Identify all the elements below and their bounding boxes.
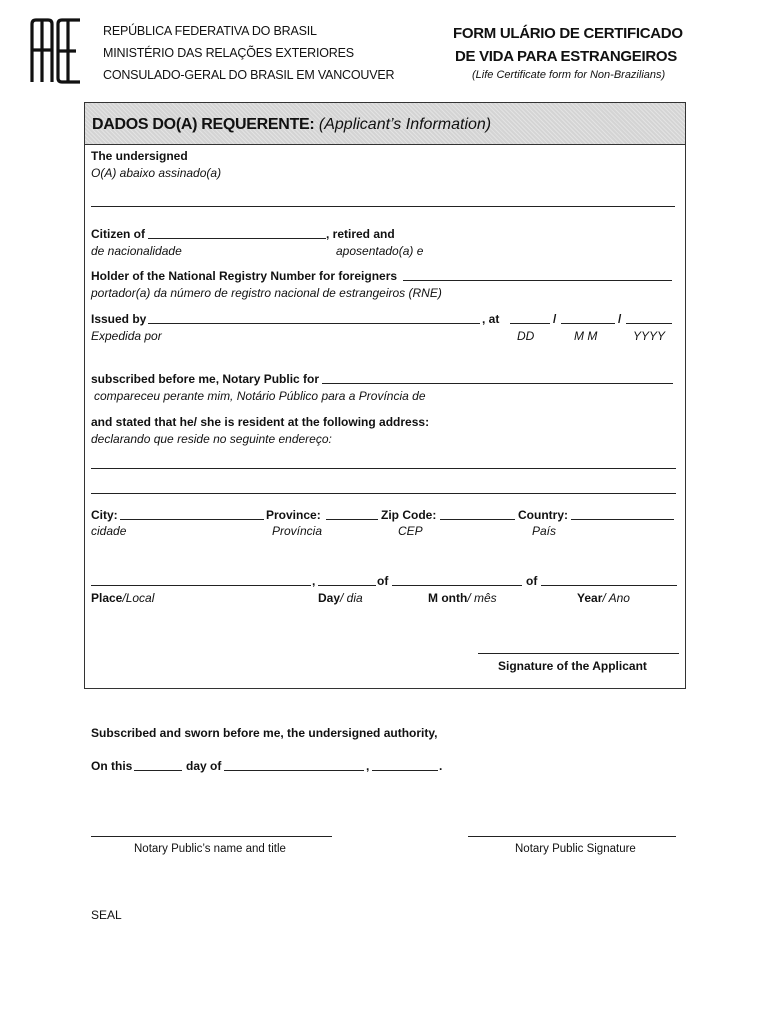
applicant-signature-line[interactable] bbox=[478, 653, 679, 654]
place-date-comma: , bbox=[312, 574, 316, 588]
year-caption-pt: / Ano bbox=[602, 591, 630, 605]
seal-label: SEAL bbox=[91, 908, 122, 922]
country-label: Country: bbox=[518, 508, 568, 522]
month-field-line[interactable] bbox=[392, 585, 522, 586]
day-field-line[interactable] bbox=[318, 585, 376, 586]
holder-label-pt: portador(a) da número de registro nacional de estrangeiros (RNE) bbox=[91, 286, 442, 300]
province-notary-field-line[interactable] bbox=[322, 383, 673, 384]
consulate-logo bbox=[28, 18, 84, 84]
subscribed-label: subscribed before me, Notary Public for bbox=[91, 372, 320, 386]
citizen-label-pt: de nacionalidade bbox=[91, 244, 182, 258]
form-title-line-2: DE VIDA PARA ESTRANGEIROS bbox=[455, 48, 677, 65]
notary-year-field-line[interactable] bbox=[372, 770, 438, 771]
undersigned-label: The undersigned bbox=[91, 149, 188, 163]
notary-day-field-line[interactable] bbox=[134, 770, 182, 771]
zip-label-pt: CEP bbox=[398, 524, 423, 538]
city-field-line[interactable] bbox=[120, 519, 264, 520]
place-caption-pt: /Local bbox=[122, 591, 155, 605]
of-label-1: of bbox=[377, 574, 389, 588]
country-field-line[interactable] bbox=[571, 519, 674, 520]
year-field-line[interactable] bbox=[541, 585, 677, 586]
address-label: and stated that he/ she is resident at the following address: bbox=[91, 415, 430, 429]
issued-label: Issued by bbox=[91, 312, 147, 326]
issue-day-field-line[interactable] bbox=[510, 323, 550, 324]
org-line-1: REPÚBLICA FEDERATIVA DO BRASIL bbox=[103, 24, 317, 38]
address-label-pt: declarando que reside no seguinte endereço: bbox=[91, 432, 332, 446]
sworn-statement: Subscribed and sworn before me, the undersigned authority, bbox=[91, 726, 438, 740]
applicant-signature-label: Signature of the Applicant bbox=[498, 659, 647, 673]
place-caption bbox=[91, 591, 154, 605]
month-caption-pt: / mês bbox=[467, 591, 497, 605]
notary-signature-line[interactable] bbox=[468, 836, 676, 837]
city-label: City: bbox=[91, 508, 118, 522]
nationality-field-line[interactable] bbox=[148, 238, 326, 239]
city-label-pt: cidade bbox=[91, 524, 127, 538]
issued-at-label: , at bbox=[482, 312, 500, 326]
notary-signature-label: Notary Public Signature bbox=[515, 843, 636, 855]
date-slash-1: / bbox=[553, 312, 557, 326]
date-slash-2: / bbox=[618, 312, 622, 326]
rne-number-field-line[interactable] bbox=[403, 280, 672, 281]
name-field-line[interactable] bbox=[91, 206, 675, 207]
notary-date-period: . bbox=[439, 759, 443, 773]
day-of-label: day of bbox=[186, 759, 222, 773]
year-caption-en: Year bbox=[577, 591, 603, 605]
section-title-en: (Applicant’s Information) bbox=[318, 116, 492, 133]
undersigned-label-pt: O(A) abaixo assinado(a) bbox=[91, 166, 222, 180]
subscribed-label-pt: compareceu perante mim, Notário Público para a Província de bbox=[94, 389, 426, 403]
country-label-pt: País bbox=[532, 524, 557, 538]
yyyy-caption: YYYY bbox=[633, 329, 666, 343]
form-subtitle: (Life Certificate form for Non-Brazilians) bbox=[472, 69, 666, 81]
notary-name-line[interactable] bbox=[91, 836, 332, 837]
day-caption-pt: / dia bbox=[340, 591, 363, 605]
section-title-pt: DADOS DO(A) REQUERENTE: bbox=[92, 116, 315, 133]
year-caption bbox=[577, 591, 630, 605]
org-line-3: CONSULADO-GERAL DO BRASIL EM VANCOUVER bbox=[103, 68, 395, 82]
issued-by-field-line[interactable] bbox=[148, 323, 480, 324]
citizen-label: Citizen of bbox=[91, 227, 145, 241]
address-field-line-2[interactable] bbox=[91, 493, 676, 494]
org-line-2: MINISTÉRIO DAS RELAÇÕES EXTERIORES bbox=[103, 46, 354, 60]
province-label-pt: Província bbox=[272, 524, 323, 538]
notary-name-label: Notary Public’s name and title bbox=[134, 843, 286, 855]
zip-field-line[interactable] bbox=[440, 519, 515, 520]
mm-caption: M M bbox=[574, 329, 598, 343]
address-field-line-1[interactable] bbox=[91, 468, 676, 469]
place-caption-en: Place bbox=[91, 591, 123, 605]
section-title bbox=[92, 116, 491, 134]
month-caption-en: M onth bbox=[428, 591, 468, 605]
day-caption-en: Day bbox=[318, 591, 341, 605]
issue-month-field-line[interactable] bbox=[561, 323, 615, 324]
retired-label-pt: aposentado(a) e bbox=[336, 244, 424, 258]
dd-caption: DD bbox=[517, 329, 535, 343]
holder-label: Holder of the National Registry Number for foreigners bbox=[91, 269, 398, 283]
zip-label: Zip Code: bbox=[381, 508, 437, 522]
province-field-line[interactable] bbox=[326, 519, 378, 520]
province-label: Province: bbox=[266, 508, 321, 522]
ae-monogram-icon bbox=[28, 18, 84, 84]
on-this-label: On this bbox=[91, 759, 133, 773]
notary-month-field-line[interactable] bbox=[224, 770, 364, 771]
issue-year-field-line[interactable] bbox=[626, 323, 672, 324]
day-caption bbox=[318, 591, 363, 605]
form-title-line-1: FORM ULÁRIO DE CERTIFICADO bbox=[453, 25, 683, 42]
retired-label: , retired and bbox=[326, 227, 395, 241]
of-label-2: of bbox=[526, 574, 538, 588]
place-field-line[interactable] bbox=[91, 585, 311, 586]
issued-label-pt: Expedida por bbox=[91, 329, 162, 343]
notary-date-comma: , bbox=[366, 759, 370, 773]
month-caption bbox=[428, 591, 497, 605]
